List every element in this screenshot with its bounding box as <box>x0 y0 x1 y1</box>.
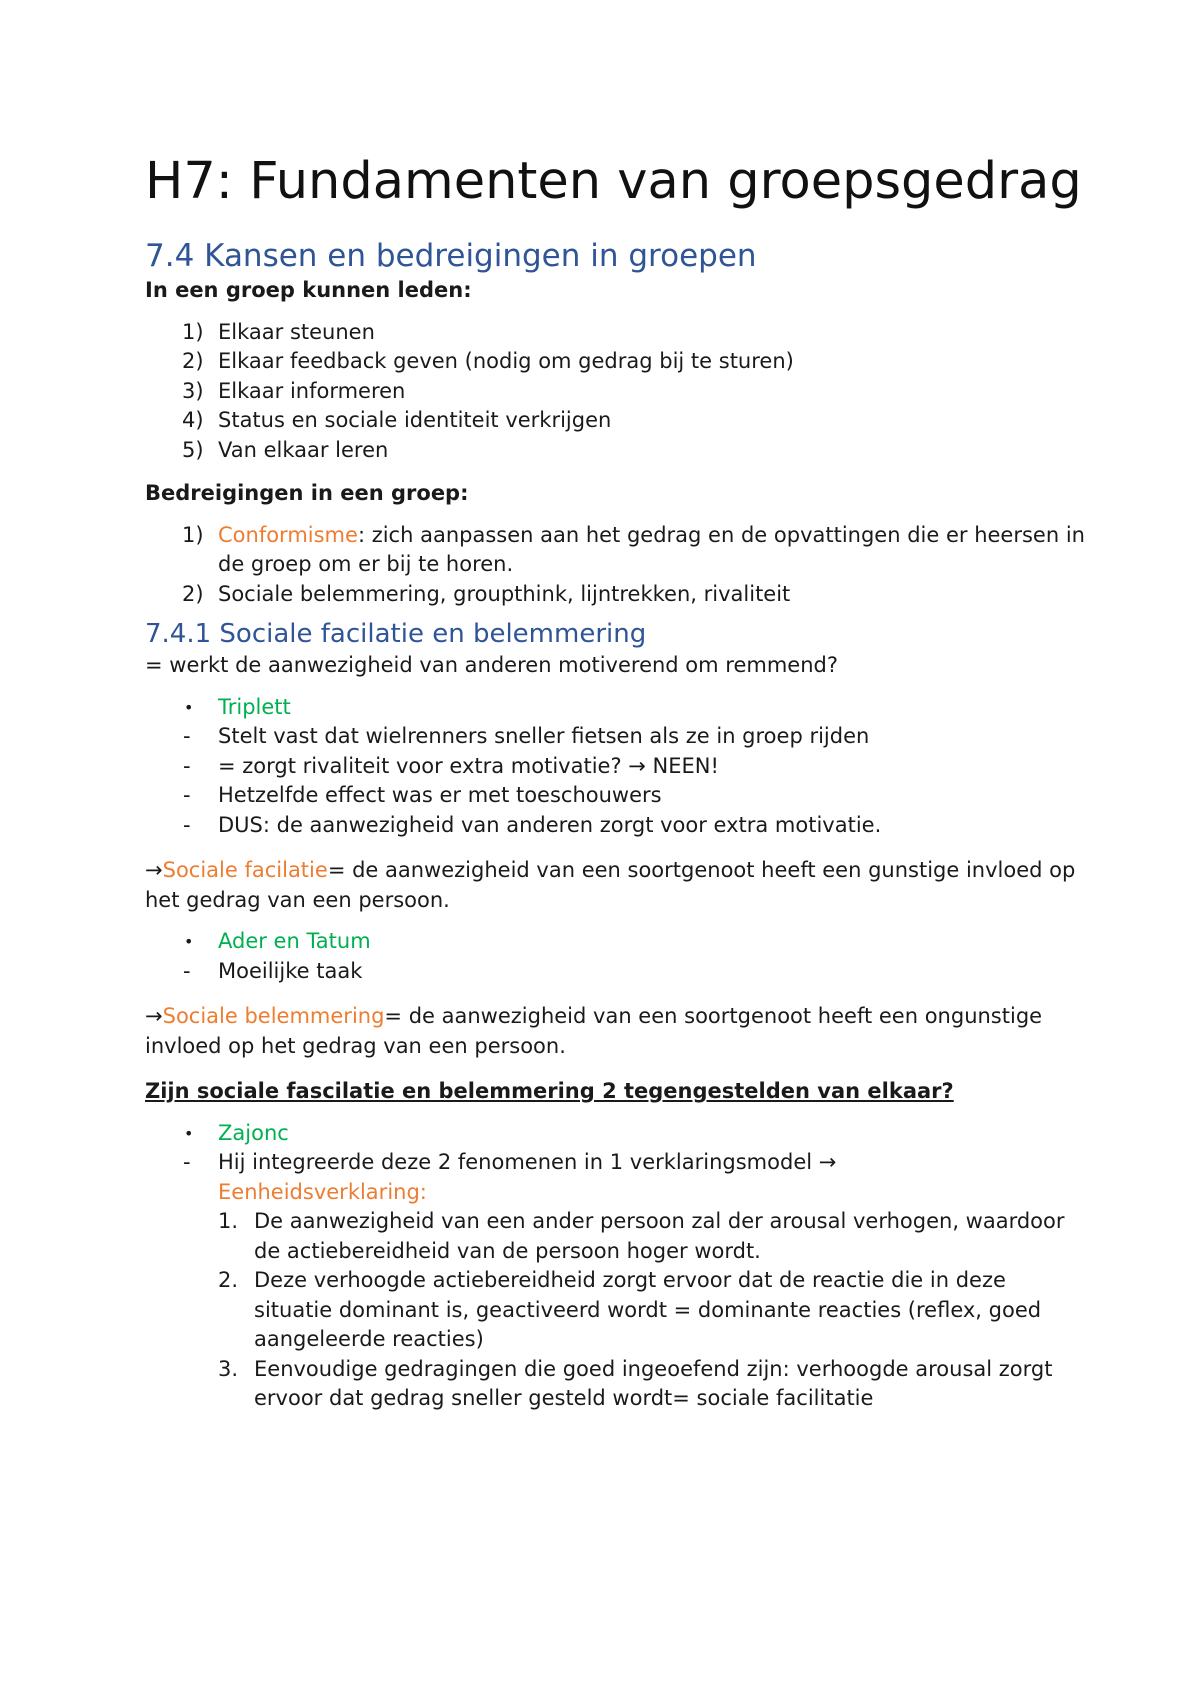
list-item-text: = zorgt rivaliteit voor extra motivatie? → NEEN! <box>218 753 719 778</box>
bullet-marker: • <box>184 1123 194 1143</box>
eenheidsverklaring-steps <box>218 1207 1085 1414</box>
list-marker: 1) <box>182 522 204 547</box>
list-item-text: Stelt vast dat wielrenners sneller fietsen als ze in groep rijden <box>218 724 870 748</box>
list-item <box>145 406 1085 436</box>
list-item <box>145 318 1085 348</box>
definition-text: = de aanwezigheid van een soortgenoot heeft een ongunstige invloed op het gedrag van een persoon. <box>145 1004 1043 1058</box>
belemmering-definition <box>145 1002 1085 1061</box>
step-text: Deze verhoogde actiebereidheid zorgt ervoor dat de reactie die in deze situatie dominant is, geactiveerd wordt = dominante reacties (reflex, goed aangeleerde reacties) <box>254 1268 1042 1351</box>
dash-marker: - <box>183 724 191 748</box>
arrow-icon: → <box>145 858 163 882</box>
conformisme-term: Conformisme <box>218 522 358 547</box>
list-item <box>145 811 1085 841</box>
list-marker: 4) <box>182 408 204 432</box>
step-marker: 1. <box>218 1209 239 1233</box>
bullet-marker: • <box>184 697 194 717</box>
bedreigingen-heading: Bedreigingen in een groep: <box>145 481 469 505</box>
bullet-marker: • <box>184 932 194 951</box>
researcher-name: Zajonc <box>218 1120 289 1145</box>
list-marker: 3) <box>182 378 204 403</box>
list-item-text: Moeilijke taak <box>218 958 363 983</box>
list-item <box>145 377 1085 407</box>
triplett-list <box>145 693 1085 841</box>
step-marker: 3. <box>218 1356 239 1381</box>
subsection-heading: 7.4.1 Sociale facilatie en belemmering <box>145 619 647 649</box>
researcher-name: Triplett <box>218 694 291 719</box>
dash-marker: - <box>183 958 191 983</box>
bedreigingen-list <box>145 521 1085 610</box>
step-text: De aanwezigheid van een ander persoon zal der arousal verhogen, waardoor de actiebereidheid van de persoon hoger wordt. <box>254 1209 1065 1263</box>
list-marker: 5) <box>182 437 204 462</box>
list-marker: 2) <box>182 349 204 373</box>
list-item-text: Elkaar informeren <box>218 378 406 403</box>
list-item-text: : zich aanpassen aan het gedrag en de opvattingen die er heersen in de groep om er bij te horen. <box>218 522 1085 576</box>
question-heading: Zijn sociale fascilatie en belemmering 2 tegengestelden van elkaar? <box>145 1079 954 1103</box>
list-item <box>145 693 1085 723</box>
list-item <box>145 580 1085 610</box>
kansen-list <box>145 318 1085 466</box>
list-marker: 2) <box>182 581 204 606</box>
list-item <box>145 347 1085 377</box>
list-item <box>145 1148 1085 1414</box>
subsection-intro: = werkt de aanwezigheid van anderen motiverend om remmend? <box>145 653 838 677</box>
step-item <box>218 1207 1085 1266</box>
list-item <box>145 521 1085 580</box>
list-item-text: Status en sociale identiteit verkrijgen <box>218 408 612 432</box>
model-name: Eenheidsverklaring: <box>218 1179 427 1204</box>
step-item <box>218 1266 1085 1355</box>
list-item-text: Elkaar steunen <box>218 319 375 344</box>
list-item <box>145 957 1085 987</box>
dash-marker: - <box>183 753 191 778</box>
list-item-text: Sociale belemmering, groupthink, lijntrekken, rivaliteit <box>218 581 791 606</box>
facilitatie-term: Sociale facilatie <box>162 858 328 882</box>
list-item <box>145 781 1085 811</box>
page-title: H7: Fundamenten van groepsgedrag <box>145 152 1082 211</box>
list-item <box>145 436 1085 466</box>
dash-marker: - <box>183 783 191 807</box>
list-item-text: Hetzelfde effect was er met toeschouwers <box>218 783 662 807</box>
list-marker: 1) <box>182 319 204 344</box>
zajonc-list <box>145 1119 1085 1414</box>
dash-marker: - <box>183 1150 191 1174</box>
list-item-text: Van elkaar leren <box>218 437 389 462</box>
list-item <box>145 722 1085 752</box>
list-item-text: Hij integreerde deze 2 fenomenen in 1 verklaringsmodel → <box>218 1150 837 1174</box>
kansen-heading: In een groep kunnen leden: <box>145 278 472 302</box>
belemmering-term: Sociale belemmering <box>162 1004 385 1028</box>
list-item-text: Elkaar feedback geven (nodig om gedrag bij te sturen) <box>218 349 794 373</box>
section-heading: 7.4 Kansen en bedreigingen in groepen <box>145 238 757 274</box>
researcher-name: Ader en Tatum <box>218 929 371 953</box>
arrow-icon: → <box>145 1004 163 1028</box>
step-marker: 2. <box>218 1268 239 1292</box>
list-item-text: DUS: de aanwezigheid van anderen zorgt voor extra motivatie. <box>218 812 882 837</box>
facilitatie-definition <box>145 856 1085 915</box>
document-body <box>145 150 1085 1414</box>
definition-text: = de aanwezigheid van een soortgenoot heeft een gunstige invloed op het gedrag van een persoon. <box>145 858 1076 912</box>
dash-marker: - <box>183 812 191 837</box>
step-item <box>218 1355 1085 1414</box>
list-item <box>145 927 1085 957</box>
list-item <box>145 1119 1085 1149</box>
step-text: Eenvoudige gedragingen die goed ingeoefend zijn: verhoogde arousal zorgt ervoor dat gedrag sneller gesteld wordt= sociale facilitatie <box>254 1356 1053 1410</box>
ader-list <box>145 927 1085 986</box>
list-item <box>145 752 1085 782</box>
